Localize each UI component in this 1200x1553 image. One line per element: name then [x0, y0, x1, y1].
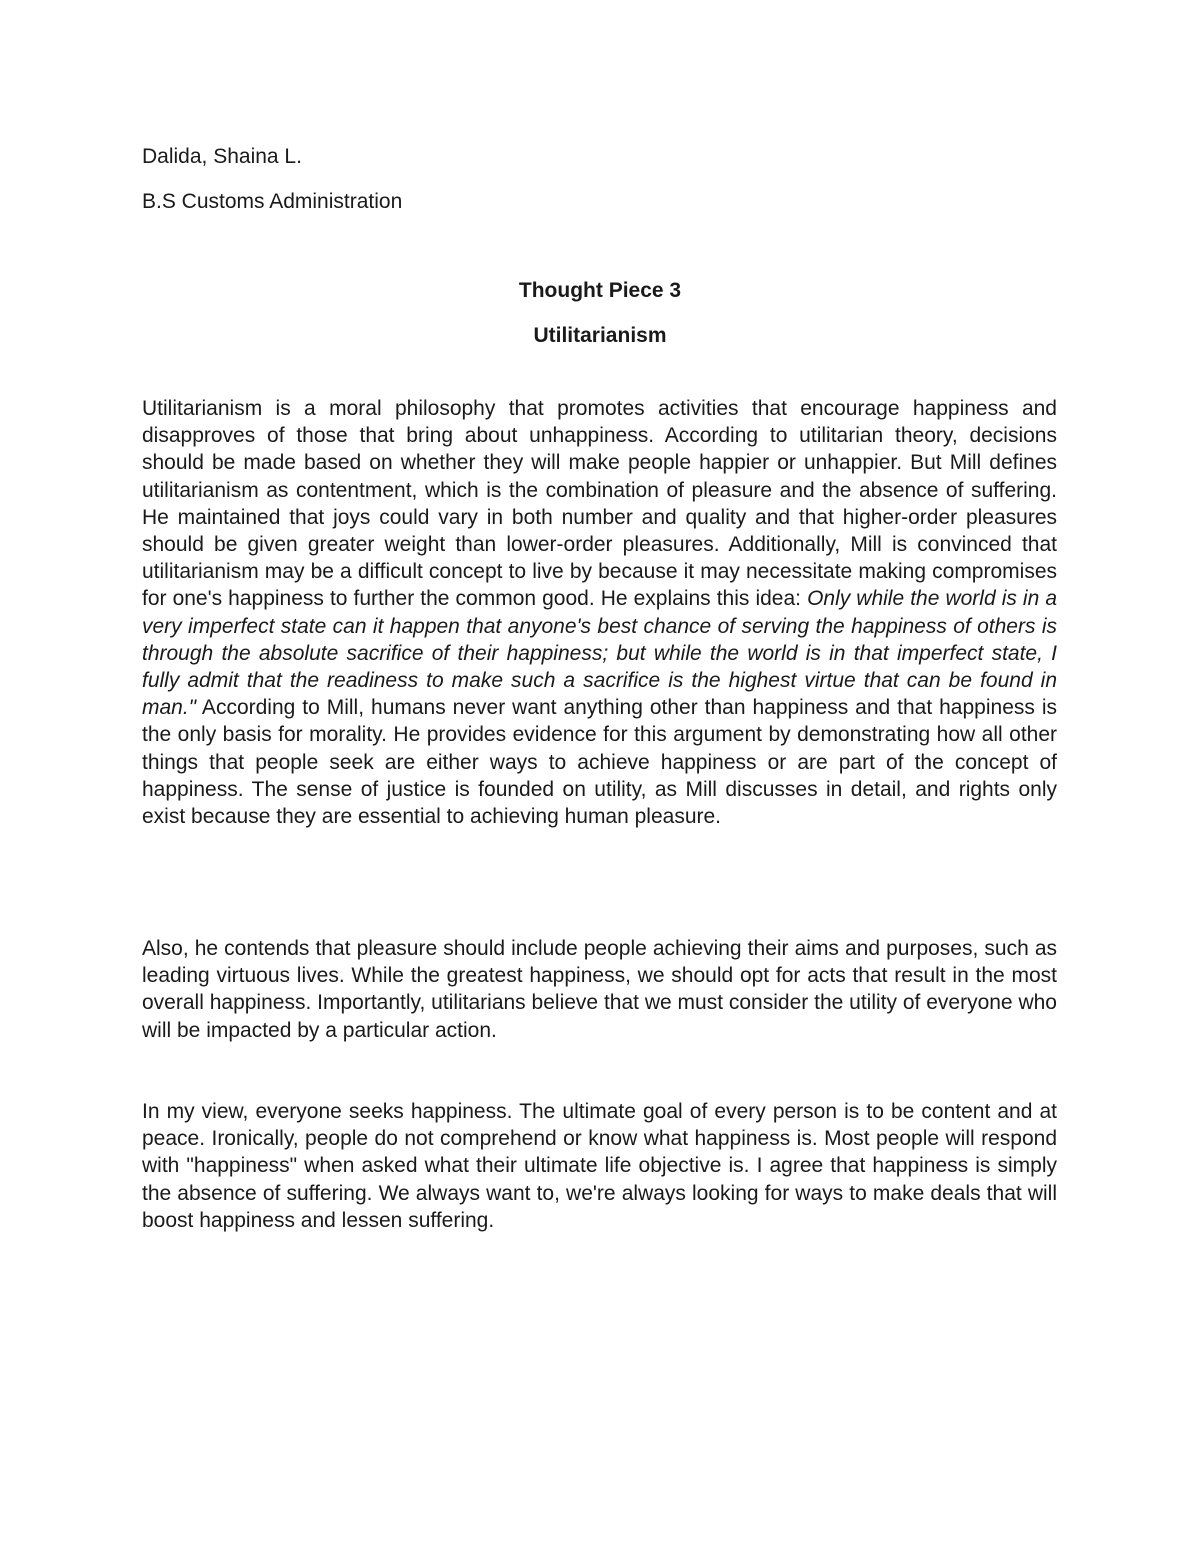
- document-subtitle: Utilitarianism: [533, 324, 667, 347]
- author-name: Dalida, Shaina L.: [142, 145, 302, 168]
- paragraph-1-intro: Utilitarianism is a moral philosophy that promotes activities that encourage happiness and disapproves of those that bring about unhappiness. According to utilitarian theory, decisions should be made based on whether they will make people happier or unhappier. But Mill defines utilitarianism as contentment, which is the combination of pleasure and the absence of suffering. He maintained that joys could vary in both number and quality and that higher-order pleasures should be given greater weight than lower-order pleasures. Additionally, Mill is convinced that utilitarianism may be a difficult concept to live by because it may necessitate making compromises for one's happiness to further the common good. He explains this idea:: [142, 397, 1057, 611]
- document-title: Thought Piece 3: [518, 279, 682, 302]
- body-paragraph-2: Also, he contends that pleasure should include people achieving their aims and purposes, such as leading virtuous lives. While the greatest happiness, we should opt for acts that result in the most overall happiness. Importantly, utilitarians believe that we must consider the utility of everyone who will be impacted by a particular action.: [142, 937, 1057, 1042]
- mill-quote: Only while the world is in a very imperfect state can it happen that anyone's best chance of serving the happiness of others is through the absolute sacrifice of their happiness; but while the world is in that imperfect state, I fully admit that the readiness to make such a sacrifice is the highest virtue that can be found in man.": [142, 587, 1057, 720]
- degree-program: B.S Customs Administration: [142, 190, 403, 213]
- body-paragraph-3: In my view, everyone seeks happiness. The ultimate goal of every person is to be content and at peace. Ironically, people do not comprehend or know what happiness is. Most people will respond with "happiness" when asked what their ultimate life objective is. I agree that happiness is simply the absence of suffering. We always want to, we're always looking for ways to make deals that will boost happiness and lessen suffering.: [142, 1100, 1057, 1232]
- body-paragraph-1: [142, 395, 1057, 830]
- paragraph-1-conclusion: According to Mill, humans never want anything other than happiness and that happiness is the only basis for morality. He provides evidence for this argument by demonstrating how all other things that people seek are either ways to achieve happiness or are part of the concept of happiness. The sense of justice is founded on utility, as Mill discusses in detail, and rights only exist because they are essential to achieving human pleasure.: [142, 696, 1057, 829]
